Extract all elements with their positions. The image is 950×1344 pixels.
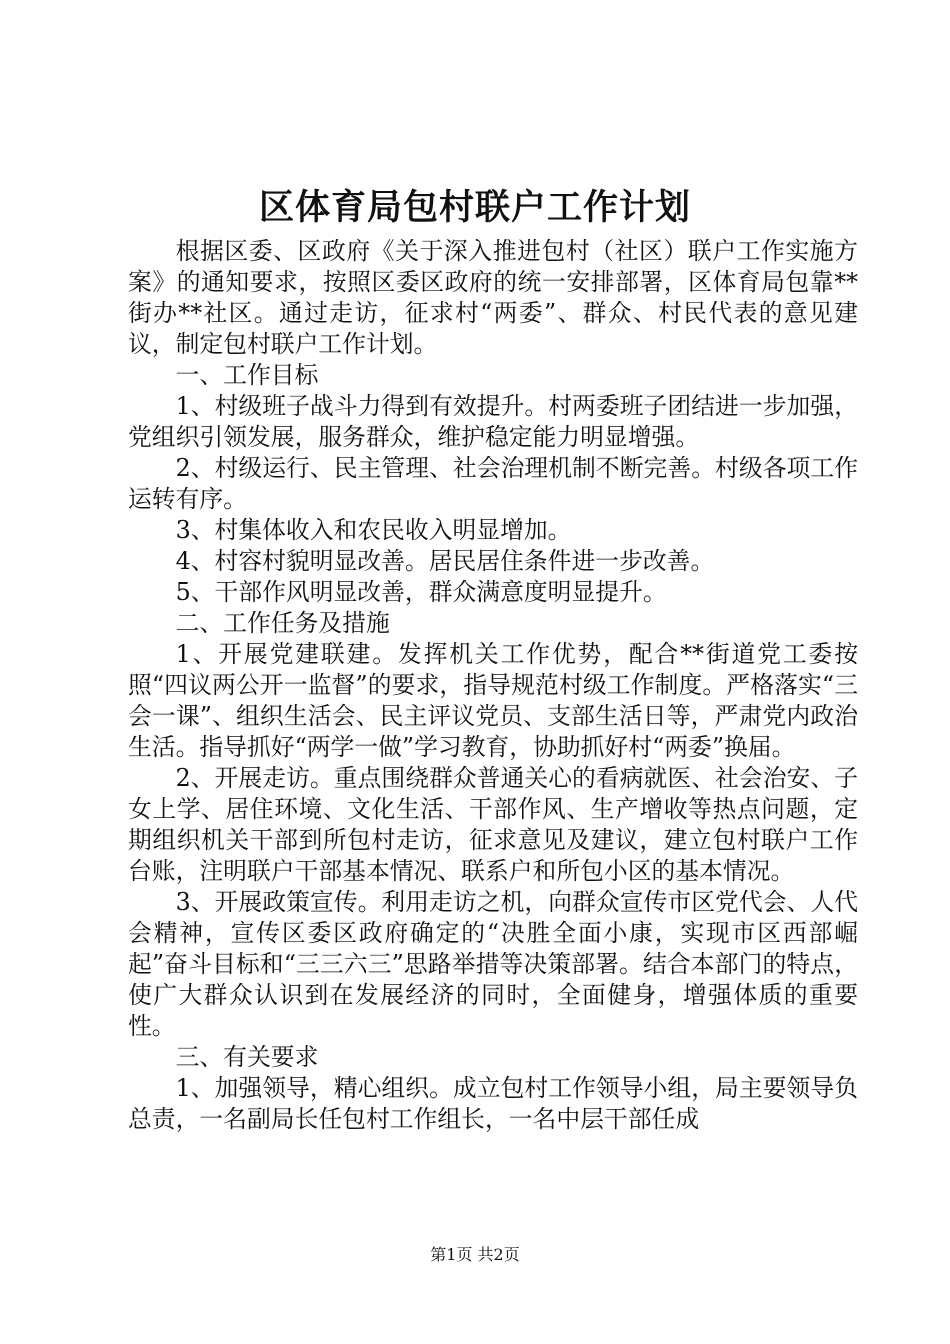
section-heading-requirements: 三、有关要求 [175,1043,319,1071]
section-heading-tasks: 二、工作任务及措施 [175,609,390,637]
document-title: 区体育局包村联户工作计划 [258,187,691,228]
document-body [128,236,858,1135]
section-heading-goals: 一、工作目标 [175,361,319,389]
page-number-footer: 第1页 共2页 [430,1245,520,1264]
paragraph-task-1: 1、开展党建联建。发挥机关工作优势，配合**街道党工委按照“四议两公开一监督”的要求，指导规范村级工作制度。严格落实“三会一课”、组织生活会、民主评议党员、支部生活日等，严肃党内政治生活。指导抓好“两学一做”学习教育，协助抓好村“两委”换届。 [128,640,858,761]
paragraph-goal-4: 4、村容村貌明显改善。居民居住条件进一步改善。 [175,547,715,575]
paragraph-requirement-1: 1、加强领导，精心组织。成立包村工作领导小组，局主要领导负总责，一名副局长任包村工作组长，一名中层干部任成 [128,1074,858,1133]
paragraph-goal-5: 5、干部作风明显改善，群众满意度明显提升。 [175,578,667,606]
paragraph-intro: 根据区委、区政府《关于深入推进包村（社区）联户工作实施方案》的通知要求，按照区委区政府的统一安排部署，区体育局包靠**街办**社区。通过走访，征求村“两委”、群众、村民代表的意见建议，制定包村联户工作计划。 [128,237,858,358]
paragraph-task-3: 3、开展政策宣传。利用走访之机，向群众宣传市区党代会、人代会精神，宣传区委区政府确定的“决胜全面小康，实现市区西部崛起”奋斗目标和“三三六三”思路举措等决策部署。结合本部门的特点，使广大群众认识到在发展经济的同时，全面健身，增强体质的重要性。 [128,888,858,1040]
paragraph-goal-2: 2、村级运行、民主管理、社会治理机制不断完善。村级各项工作运转有序。 [128,454,858,513]
paragraph-task-2: 2、开展走访。重点围绕群众普通关心的看病就医、社会治安、子女上学、居住环境、文化生活、干部作风、生产增收等热点问题，定期组织机关干部到所包村走访，征求意见及建议，建立包村联户工作台账，注明联户干部基本情况、联系户和所包小区的基本情况。 [128,764,858,885]
paragraph-goal-1: 1、村级班子战斗力得到有效提升。村两委班子团结进一步加强，党组织引领发展，服务群众，维护稳定能力明显增强。 [128,392,858,451]
paragraph-goal-3: 3、村集体收入和农民收入明显增加。 [175,516,572,544]
